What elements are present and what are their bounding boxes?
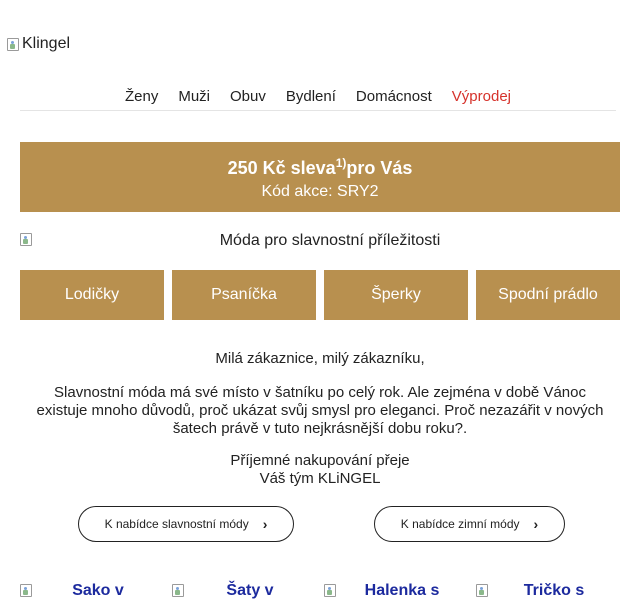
product-card[interactable] — [172, 582, 316, 602]
product-name[interactable]: Šaty v — [226, 582, 274, 599]
product-card[interactable] — [476, 582, 620, 602]
formal-fashion-button[interactable] — [78, 506, 294, 542]
winter-fashion-label: K nabídce zimní módy — [400, 517, 520, 531]
promo-headline — [20, 156, 620, 179]
hero-banner-alt: Móda pro slavnostní příležitosti — [219, 232, 441, 249]
promo-headline-tail: pro Vás — [346, 158, 413, 178]
closing-line-1: Příjemné nakupování přeje — [230, 452, 410, 469]
product-name[interactable]: Sako v — [72, 582, 124, 599]
broken-image-icon — [476, 584, 488, 597]
category-button-spodni-pradlo[interactable]: Spodní prádlo — [476, 270, 620, 320]
product-card[interactable] — [324, 582, 468, 602]
logo-alt-text: Klingel — [22, 35, 71, 52]
chevron-right-icon: › — [533, 516, 539, 532]
broken-image-icon — [324, 584, 336, 597]
broken-image-icon — [172, 584, 184, 597]
promo-banner[interactable] — [20, 142, 620, 212]
nav-item-bydleni[interactable]: Bydlení — [285, 88, 336, 105]
nav-item-domacnost[interactable]: Domácnost — [355, 88, 432, 105]
winter-fashion-button[interactable] — [374, 506, 565, 542]
greeting: Milá zákaznice, milý zákazníku, — [215, 350, 425, 367]
promo-discount: 250 Kč sleva — [227, 158, 336, 178]
category-button-sperky[interactable]: Šperky — [324, 270, 468, 320]
logo[interactable] — [7, 35, 70, 53]
message-body: Slavnostní móda má své místo v šatníku po celý rok. Ale zejména v době Vánoc existuje mnoho důvodů, proč ukázat svůj smysl pro eleganci. Proč nezazářit v nových šatech právě v tuto nejkrásnější dobu roku?. — [36, 384, 604, 437]
nav-item-vyprodej[interactable]: Výprodej — [451, 88, 511, 105]
closing-line-2: Váš tým KLiNGEL — [259, 470, 381, 487]
nav-item-muzi[interactable]: Muži — [178, 88, 211, 105]
broken-image-icon — [7, 38, 19, 51]
product-name[interactable]: Halenka s — [364, 582, 440, 599]
hero-banner[interactable] — [20, 230, 620, 252]
category-buttons — [20, 270, 620, 320]
product-name[interactable]: Tričko s — [523, 582, 585, 599]
broken-image-icon — [20, 584, 32, 597]
nav-item-obuv[interactable]: Obuv — [230, 88, 266, 105]
promo-footnote-mark: 1) — [335, 156, 347, 170]
main-nav — [20, 88, 616, 111]
closing — [30, 452, 610, 488]
product-card[interactable] — [20, 582, 164, 602]
nav-item-zeny[interactable]: Ženy — [124, 88, 159, 105]
product-row — [20, 582, 620, 602]
category-button-psanicka[interactable]: Psaníčka — [172, 270, 316, 320]
chevron-right-icon: › — [262, 516, 268, 532]
formal-fashion-label: K nabídce slavnostní módy — [104, 517, 249, 531]
promo-code: Kód akce: SRY2 — [261, 183, 379, 200]
category-button-lodicky[interactable]: Lodičky — [20, 270, 164, 320]
